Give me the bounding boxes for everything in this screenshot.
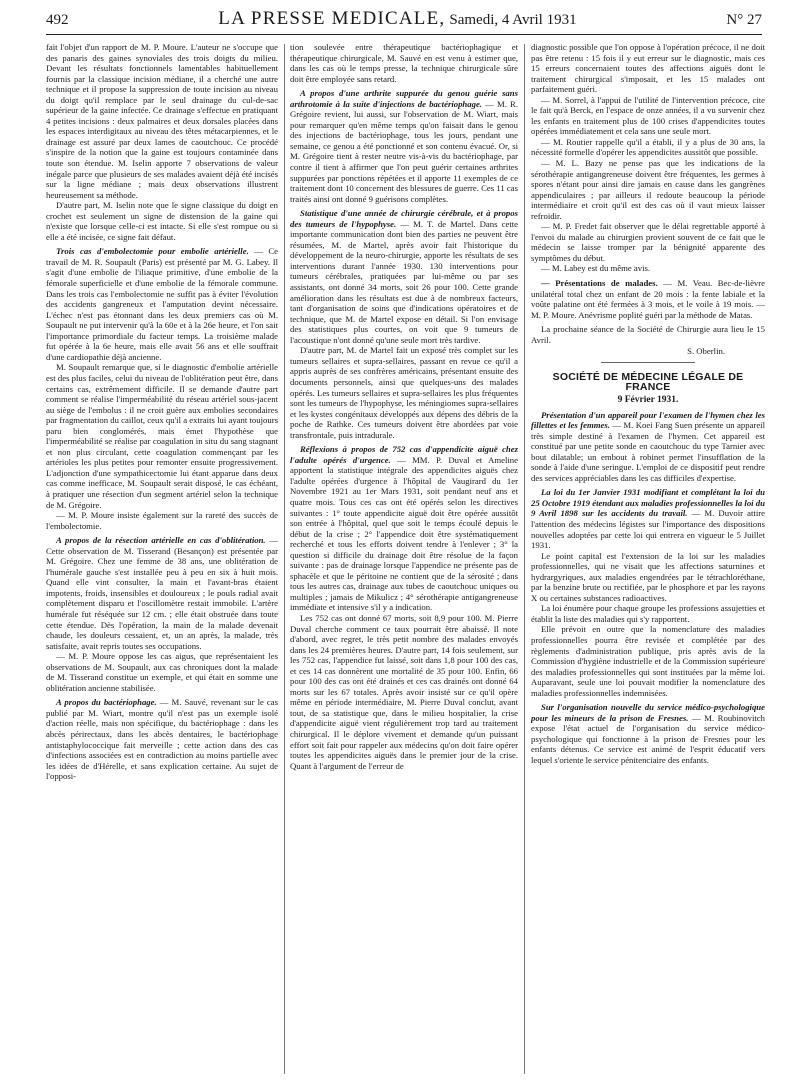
paragraph: — M. Routier rappelle qu'il a établi, il y a plus de 30 ans, la nécessité formelle d'opérer les appendicites aussitôt que possible. <box>531 136 765 158</box>
section-title: A propos du bactériophage. <box>56 697 157 708</box>
section-title: Présentation d'un appareil pour l'examen de l'hymen chez les fillettes et les femmes. <box>531 409 765 431</box>
column-1 <box>46 42 278 1077</box>
column-divider <box>524 44 525 1074</box>
section-text: — M. Roubinovitch expose l'état actuel de l'organisation du service médico-psychologique qui fonctionne à la prison de Fresnes pour les enfants détenus. Ce service est animé de l'esprit éducatif vers lequel s'oriente le service pénitenciaire des enfants. <box>531 712 765 765</box>
section-text: — M. Veau. Bec-de-lièvre unilatéral total chez un enfant de 20 mois : la fente labiale et la voûte palatine ont été fermées à 3 mois, et le voile à 19 mois. — M. P. Moure. Anévrisme poplité guéri par la méthode de Matas. <box>531 278 765 320</box>
issue-date: Samedi, 4 Avril 1931 <box>449 12 577 28</box>
paragraph <box>290 444 518 613</box>
section-text: — Cette observation de M. Tisserand (Besançon) est présentée par M. Grégoire. Chez une femme de 38 ans, une oblitération de l'humérale gauche s'est installée peu à peu en six à huit mois. Quand elle vint consulter, la main et l'avant-bras étaient impotents, froids, insensibles et douloureux ; le pouls radial avait complètement disparu et l'oscillomètre restait immobile. L'artère humérale fut réséquée sur 12 cm. ; elle était obstruée dans toute cette étendue. Dès l'opération, la main de la malade devenait chaude, les douleurs cessaient, et, un an après, la malade, très satisfaite, avait repris toutes ses occupations. <box>46 535 278 651</box>
section-title: A propos d'une arthrite suppurée du genou guérie sans arthrotomie à la suite d'injections de bactériophage. <box>290 88 518 109</box>
paragraph: Les 752 cas ont donné 67 morts, soit 8,9 pour 100. M. Pierre Duval cherche comment ce taux pourrait être abaissé. Il note d'abord, avec regret, le très petit nombre des malades envoyés dans les 24 premières heures. D'autre part, 14 fois seulement, sur les 752 cas, l'appendice fut laissé, soit dans 1,8 pour 100 des cas, et ces 14 cas donnèrent une mortalité de 35 pour 100. Enfin, 66 pour 100 des cas ont été drainés et ces cas drainés ont donné 64 morts sur les 67 totales. Après avoir insisté sur ce qu'il opère même en période intermédiaire, M. Pierre Duval conclut, avant tout, de sa statistique que, dans le milieu hospitalier, la crise d'appendicite aiguë vient régulièrement trop tard au traitement chirurgical. Il le déplore vivement et demande qu'un puissant effort soit fait pour rappeler aux médecins qu'on doit faire opérer toutes les appendicites aiguës dans le premier jour de la crise. Quant à l'argument de l'erreur de <box>290 612 518 771</box>
issue-number: N° 27 <box>726 12 762 28</box>
paragraph: La loi énumère pour chaque groupe les professions assujetties et établit la liste des maladies qui s'y rapportent. <box>531 603 765 624</box>
paragraph <box>531 278 765 320</box>
paragraph: Le point capital est l'extension de la loi sur les maladies professionnelles, qui ne visait que les affections saturnines et hydrargyriques, aux maladies engendrées par le tétrachloréthane, par la benzine brute ou rectifiée, par le phosphore et par les rayons X ou certaines substances radioactives. <box>531 550 765 603</box>
page-number: 492 <box>46 12 69 28</box>
paragraph: La prochaine séance de la Société de Chirurgie aura lieu le 15 Avril. <box>531 324 765 345</box>
section-text: — M. R. Grégoire revient, lui aussi, sur l'observation de M. Wiart, mais pour remarquer qu'en même temps qu'on faisait dans le genou des injections de bactériophage, tous les jours, pendant une semaine, ce genou a été ponctionné et son contenu évacué. Or, si M. Grégoire tient à rester neutre vis-à-vis du bactériophage, par contre il tient à affirmer que l'on peut guérir certaines arthrites suppurées par ponctions répétées et il apporte 11 exemples de ce traitement dont 10 concernent des blessures de guerre. Ces 11 cas traités ainsi ont donné 9 guérisons complètes. <box>290 98 518 204</box>
section-title: Trois cas d'embolectomie pour embolie artérielle. <box>56 246 249 257</box>
paragraph: — M. Sorrel, à l'appui de l'utilité de l'intervention précoce, cite le fait qu'à Berck, en l'espace de onze années, il a vu survenir chez les enfants en traitement plus de 100 crises d'appendicites toutes opérées immédiatement et cela sans une seule mort. <box>531 94 765 137</box>
paragraph <box>46 246 278 362</box>
paragraph <box>531 702 765 765</box>
section-text: — M. T. de Martel. Dans cette importante communication dont bien des parties ne peuvent être résumées, M. de Martel, après avoir fait l'historique du développement de la neuro-chirurgie, apporte les résultats de ses interventions durant l'année 1930. 130 interventions pour tumeurs cérébrales, pratiquées par lui-même ou par ses assistants, ont donné 34 morts, soit 26 pour 100. Cette grande amélioration dans les résultats est due à de nombreux facteurs, tant d'organisation de soins que d'indications opératoires et de technique, que M. de Martel expose en détail. Si l'on envisage des statistiques plus courtes, on voit que 9 tumeurs de l'acoustique n'ont donné qu'une seule mort très tardive. <box>290 218 518 345</box>
section-title: La loi du 1er Janvier 1931 modifiant et complétant la loi du 25 Octobre 1919 étendant aux maladies professionnelles la loi du 9 Avril 1898 sur les accidents du travail. <box>531 487 765 519</box>
section-text: — M. Duvoir attire l'attention des médecins légistes sur l'importance des dispositions nouvelles adoptées par cette loi qui entrera en vigueur le 5 Juillet 1931. <box>531 508 765 551</box>
paragraph: — M. P. Fredet fait observer que le délai regrettable apporté à l'envoi du malade au chirurgien provient souvent de ce fait que le médecin se laisse tromper par la bénignité apparente des symptômes du début. <box>531 221 765 263</box>
section-title: Réflexions à propos de 752 cas d'appendicite aiguë chez l'adulte opérés d'urgence. <box>290 444 518 465</box>
paragraph <box>46 535 278 651</box>
column-divider <box>284 44 285 1074</box>
masthead <box>218 8 576 30</box>
society-title: SOCIÉTÉ DE MÉDECINE LÉGALE DE FRANCE <box>552 370 744 394</box>
column-3 <box>531 42 765 1077</box>
paragraph: — M. L. Bazy ne pense pas que les indications de la sérothérapie antigangreneuse doivent être fréquentes, les germes à spores n'étant pour ainsi dire jamais en cause dans les gangrènes appendiculaires ; par ailleurs il redoute beaucoup la période intermédiaire et croit qu'il est des cas où il vaut mieux laisser refroidir. <box>531 158 765 221</box>
paragraph: tion soulevée entre thérapeutique bactériophagique et thérapeutique chirurgicale, M. Sauvé en est venu à estimer que, dans les cas où le temps presse, la technique chirurgicale sûre doit être employée sans retard. <box>290 42 518 84</box>
paragraph: Elle prévoit en outre que la nomenclature des maladies professionnelles pourra être revisée et complétée par des règlements d'administration publique, pris après avis de la Commission d'hygiène industrielle et de la Commission supérieure des maladies professionnelles qui sont instituées par la même loi. Auparavant, seule une loi pouvait modifier la nomenclature des maladies professionnelles indemnisées. <box>531 624 765 698</box>
section-title: — Présentations de malades. <box>541 278 658 289</box>
separator-rule <box>601 362 695 364</box>
paragraph <box>290 88 518 204</box>
section-text: — M. Koei Fang Suen présente un appareil très simple destiné à l'examen de l'hymen. Cet appareil est constitué par une petite sonde en caoutchouc du type Tarnier avec bout dilatable; un embout à robinet permet l'insufflation de la sonde à l'aide d'une seringue. L'emploi de ce dispositif peut rendre des services appréciables dans les cas difficiles d'expertise. <box>531 420 765 483</box>
paragraph <box>46 697 278 781</box>
paragraph: D'autre part, M. de Martel fait un exposé très complet sur les tumeurs sellaires et supra-sellaires, passant en revue ce qu'il a appris auprès de ses confrères américains, présentant ensuite des documents personnels, ainsi que quelques-uns des malades opérés. Les tumeurs sellaires et supra-sellaires les plus fréquentes sont les tumeurs de l'hypophyse, les méningiomes supra-sellaires et les kystes congénitaux développés aux dépens des débris de la poche de Rathke. Ces tumeurs doivent être abordées par voie transfrontale, puis intradurale. <box>290 345 518 440</box>
page-header <box>46 8 762 35</box>
section-text: — M. Sauvé, revenant sur le cas publié par M. Wiart, montre qu'il n'est pas un exemple isolé d'action réelle, mais non spécifique, du bactériophage : dans les abcès périrectaux, dans les abcès dentaires, le bactériophage antistaphylococcique fait merveille ; cette action dans des cas d'infections associées est en contradiction au moins partielle avec les idées de d'Hérelle, et sans explication certaine. Au sujet de l'opposi- <box>46 697 278 782</box>
paragraph: fait l'objet d'un rapport de M. P. Moure. L'auteur ne s'occupe que des panaris des gaines synoviales des trois doigts du milieu. Devant les résultats fonctionnels lamentables habituellement fournis par la classique incision médiane, il a cherché une autre technique et il propose la suppression de toute incision au niveau du doigt qu'il remplace par le seul drainage du cul-de-sac supérieur de la gaine infectée. Ce drainage s'effectue en pratiquant 4 petites incisions : deux palmaires et deux dorsales placées dans les espaces interdigitaux au niveau des têtes métacarpiennes, et le drainage est assuré par deux lames de caoutchouc. Ce procédé s'inspire de la notion que la gaine est toujours contaminée dans toute son étendue. M. Iselin apporte 7 observations de valeur inégale parce que plusieurs de ses malades avaient déjà été incisés sur la ligne médiane ; mais deux observations illustrent heureusement sa méthode. <box>46 42 278 200</box>
paragraph <box>531 410 765 484</box>
paragraph: — M. P. Moure insiste également sur la rareté des succès de l'embolectomie. <box>46 510 278 531</box>
section-text: — MM. P. Duval et Ameline apportent la statistique intégrale des appendicites aiguës chez l'adulte opérées d'urgence à l'hôpital de Vaugirard du 1er Novembre 1921 au 1er Mars 1931, soit pendant neuf ans et quatre mois. Tous ces cas ont été opérés selon les directives suivantes : 1° toute appendicite aiguë doit être opérée aussitôt son entrée à l'hôpital, quel que soit le temps écoulé depuis le début de la crise ; 2° l'appendice doit être systématiquement recherché et tous les efforts doivent tendre à l'enlever ; 3° la question si difficile du drainage doit être résolue de la façon suivante : pas de drainage lorsque l'appendice ne présente pas de sphacèle et que le péritoine ne contient que de la sérosité ; dans tous les autres cas, drainage aux tubes de caoutchouc uniques ou multiples ; jamais de Mikulicz ; 4° sérothérapie antigangreneuse immédiate et intensive s'il y a indication. <box>290 454 518 613</box>
section-title: A propos de la résection artérielle en cas d'oblitération. <box>56 535 266 546</box>
society-date: 9 Février 1931. <box>617 394 679 405</box>
section-text: — Ce travail de M. R. Soupault (Paris) est présenté par M. G. Labey. Il s'agit d'une embolie de l'iliaque primitive, d'une embolie de la fémorale superficielle et d'une embolie de la fémorale commune. Dans les trois cas l'embolectomie ne suffit pas à éviter l'évolution des accidents gangreneux et l'amputation devint nécessaire. L'échec n'est pas étonnant dans les deux premiers cas où M. Soupault ne put intervenir qu'à la 60e et à la 26e heure, et l'on sait l'importance primordiale du facteur temps. La troisième malade fut opérée à la 6e heure, mais elle avait 56 ans et elle souffrait d'une cardiopathie déjà ancienne. <box>46 246 278 362</box>
paragraph <box>531 487 765 550</box>
paragraph <box>290 208 518 345</box>
paragraph: D'autre part, M. Iselin note que le signe classique du doigt en crochet est seulement un signe de distension de la gaine qui n'existe que lorsque celle-ci est intacte. Si elle s'est rompue ou si elle a été incisée, ce signe fait défaut. <box>46 200 278 242</box>
paragraph: diagnostic possible que l'on oppose à l'opération précoce, il ne doit pas être retenu : 15 fois il y eut erreur sur le diagnostic, mais ces 15 erreurs concernaient toutes des affections aiguës dont le traitement chirurgical s'imposait, et les 15 malades ont parfaitement guéri. <box>531 42 765 95</box>
journal-title: LA PRESSE MEDICALE, <box>218 8 446 29</box>
paragraph: — M. Labey est du même avis. <box>541 263 651 274</box>
paragraph: M. Soupault remarque que, si le diagnostic d'embolie artérielle est des plus faciles, celui du niveau de l'oblitération peut être, dans certains cas, extrêmement difficile. Il se demande d'autre part comment se réalise l'imperméabilité du réseau artériel sous-jacent au siège de l'embolus : il ne croit guère aux embolies secondaires par fragmentation du caillot, ceux qu'il a extraits lui ayant toujours paru bien conglomérés, mais émet l'hypothèse que l'imperméabilité se réalise par coagulation in situ du sang stagnant et non plus circulant, cette coagulation commençant par les artérioles les plus petites pour remonter ensuite progressivement. L'adjonction d'une sympathicectomie lui étant apparue dans deux cas comme inefficace, M. Soupault serait disposé, le cas échéant, à pratiquer une résection d'un segment artériel selon la technique de M. Grégoire. <box>46 362 278 510</box>
signature: S. Oberlin. <box>687 346 725 357</box>
section-title: Statistique d'une année de chirurgie cérébrale, et à propos des tumeurs de l'hypophyse. <box>290 208 518 229</box>
paragraph: — M. P. Moure oppose les cas aigus, que représentaient les observations de M. Soupault, aux cas chroniques dont la malade de M. Tisserand constitue un exemple, et qui était en somme une oblitération ancienne stabilisée. <box>46 651 278 693</box>
column-2 <box>290 42 518 1077</box>
section-title: Sur l'organisation nouvelle du service médico-psychologique pour les mineurs de la prison de Fresnes. <box>531 702 765 723</box>
